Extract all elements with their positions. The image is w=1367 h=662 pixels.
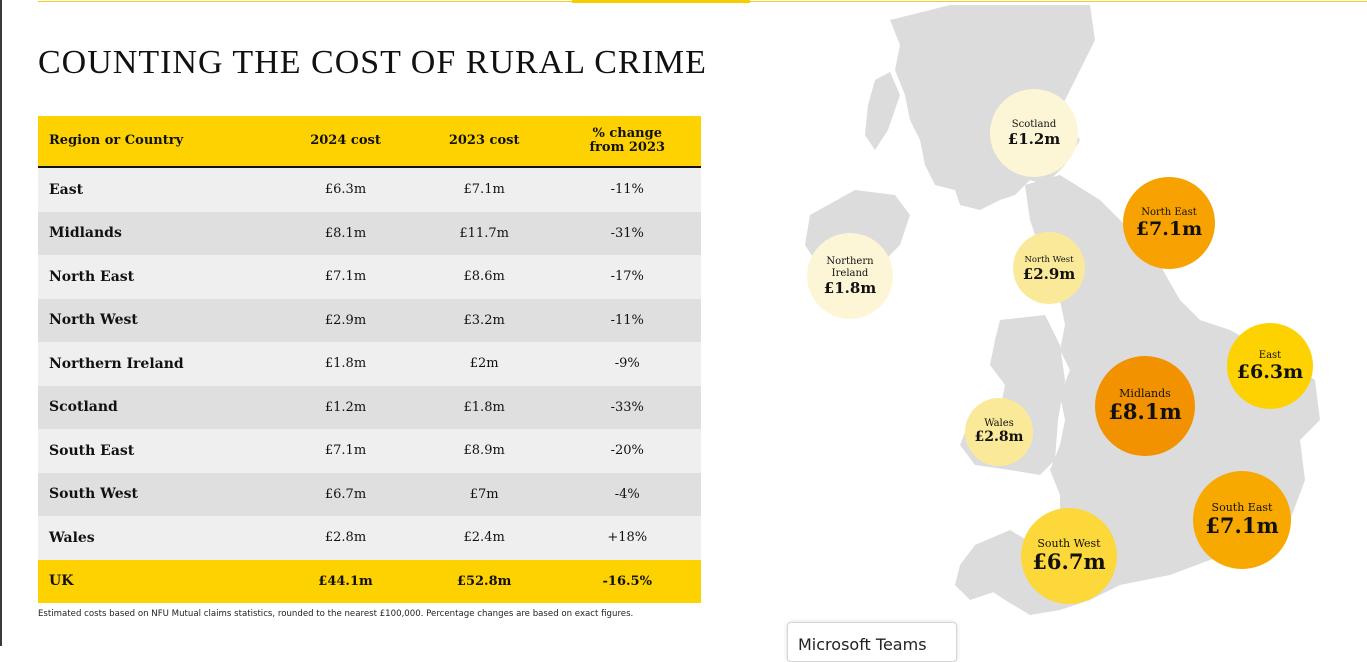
- col-header-2024: 2024 cost: [276, 116, 415, 167]
- col-header-region: Region or Country: [38, 116, 276, 167]
- col-header-change-line1: % change: [592, 126, 662, 141]
- teams-notification-text: Microsoft Teams: [798, 635, 927, 654]
- table-row: [38, 429, 701, 473]
- bubble-scotland-name: Scotland: [1011, 118, 1057, 130]
- table-row: [38, 386, 701, 430]
- table-row: [38, 212, 701, 256]
- bubble-south-east: [1193, 471, 1291, 569]
- col-header-2023: 2023 cost: [415, 116, 554, 167]
- bubble-north-east-value: £7.1m: [1135, 217, 1203, 240]
- teams-notification[interactable]: [787, 622, 957, 662]
- cell-change: -20%: [553, 429, 701, 473]
- cell-region: South East: [38, 429, 276, 473]
- cell-region: Wales: [38, 516, 276, 560]
- bubble-northern-ireland-value: £1.8m: [823, 278, 877, 297]
- cell-change: -33%: [553, 386, 701, 430]
- cell-region: Northern Ireland: [38, 342, 276, 386]
- table-row: [38, 473, 701, 517]
- cell-2023: £2.4m: [415, 516, 554, 560]
- page-title: COUNTING THE COST OF RURAL CRIME: [38, 44, 707, 81]
- cell-change: -11%: [553, 299, 701, 343]
- total-2024: £44.1m: [276, 560, 415, 603]
- bubble-northern-ireland: [807, 233, 893, 319]
- col-header-change-line2: from 2023: [589, 140, 666, 155]
- cell-change: +18%: [553, 516, 701, 560]
- bubble-north-east: [1123, 177, 1215, 269]
- bubble-north-west-value: £2.9m: [1022, 264, 1076, 283]
- bubble-northern-ireland-name-2: Ireland: [831, 267, 869, 279]
- cell-change: -31%: [553, 212, 701, 256]
- bubble-north-west-name: North West: [1024, 254, 1074, 265]
- bubble-south-east-value: £7.1m: [1205, 513, 1279, 539]
- total-2023: £52.8m: [415, 560, 554, 603]
- bubble-south-west-value: £6.7m: [1032, 549, 1106, 575]
- bubble-south-west: [1021, 508, 1117, 604]
- cell-2024: £1.8m: [276, 342, 415, 386]
- table-header-row: [38, 116, 701, 167]
- bubble-wales-name: Wales: [984, 418, 1014, 430]
- table-row: [38, 255, 701, 299]
- total-region: UK: [38, 560, 276, 603]
- cell-2024: £2.9m: [276, 299, 415, 343]
- map-hebrides: [865, 72, 900, 150]
- bubble-south-east-name: South East: [1211, 501, 1273, 515]
- bubble-midlands: [1095, 356, 1195, 456]
- bubble-scotland-value: £1.2m: [1007, 129, 1061, 148]
- cell-region: Midlands: [38, 212, 276, 256]
- cell-region: South West: [38, 473, 276, 517]
- cell-2023: £1.8m: [415, 386, 554, 430]
- cell-change: -17%: [553, 255, 701, 299]
- cell-2024: £7.1m: [276, 255, 415, 299]
- bubble-north-west: [1013, 232, 1085, 304]
- cell-2024: £6.3m: [276, 167, 415, 212]
- cost-table: [38, 116, 701, 603]
- cell-change: -4%: [553, 473, 701, 517]
- bubble-midlands-value: £8.1m: [1108, 399, 1182, 425]
- bubble-east-value: £6.3m: [1236, 360, 1304, 383]
- table-row: [38, 516, 701, 560]
- cell-region: North East: [38, 255, 276, 299]
- cell-region: Scotland: [38, 386, 276, 430]
- bubble-north-east-name: North East: [1141, 206, 1197, 218]
- table-row: [38, 342, 701, 386]
- bubble-northern-ireland-name-1: Northern: [826, 255, 874, 267]
- cell-2024: £1.2m: [276, 386, 415, 430]
- table-row: [38, 167, 701, 212]
- bubble-wales-value: £2.8m: [974, 429, 1024, 446]
- table-row: [38, 299, 701, 343]
- window-left-edge: [0, 0, 2, 646]
- bubble-east: [1227, 323, 1313, 409]
- cell-2023: £7m: [415, 473, 554, 517]
- cell-2023: £8.6m: [415, 255, 554, 299]
- col-header-change: [553, 116, 701, 167]
- total-change: -16.5%: [553, 560, 701, 603]
- cell-region: East: [38, 167, 276, 212]
- top-tab-indicator: [572, 0, 750, 3]
- cell-2024: £8.1m: [276, 212, 415, 256]
- bubble-east-name: East: [1258, 349, 1282, 361]
- cell-2024: £2.8m: [276, 516, 415, 560]
- cell-2023: £2m: [415, 342, 554, 386]
- cell-2024: £6.7m: [276, 473, 415, 517]
- cell-2023: £11.7m: [415, 212, 554, 256]
- bubble-scotland: [990, 89, 1078, 177]
- bubble-south-west-name: South West: [1037, 537, 1101, 551]
- cell-region: North West: [38, 299, 276, 343]
- cell-2023: £8.9m: [415, 429, 554, 473]
- bubble-midlands-name: Midlands: [1119, 387, 1171, 401]
- cell-change: -9%: [553, 342, 701, 386]
- cell-2023: £3.2m: [415, 299, 554, 343]
- table-total-row: [38, 560, 701, 603]
- cell-2023: £7.1m: [415, 167, 554, 212]
- cell-2024: £7.1m: [276, 429, 415, 473]
- bubble-wales: [965, 398, 1033, 466]
- cell-change: -11%: [553, 167, 701, 212]
- footnote: Estimated costs based on NFU Mutual claims statistics, rounded to the nearest £100,000. Percentage changes are based on exact figures.: [38, 609, 634, 619]
